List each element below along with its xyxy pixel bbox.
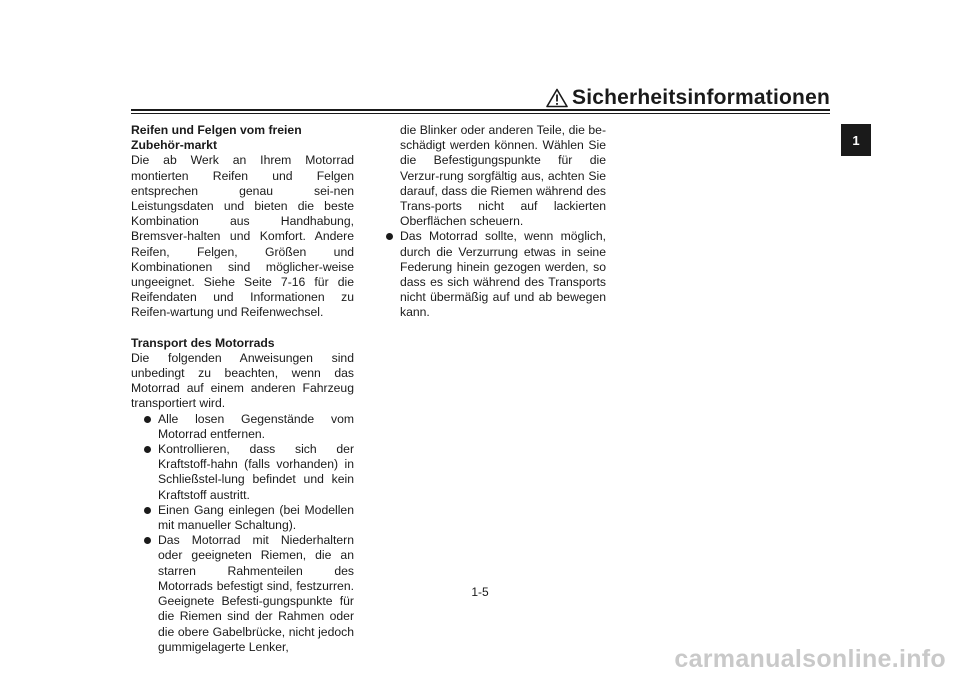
header-title-group [546,86,830,110]
bullet-icon [144,537,151,544]
list-item-text: Alle losen Gegenstände vom Motorrad entfernen. [158,411,354,441]
bullet-icon [144,416,151,423]
section-title-tires: Reifen und Felgen vom freien Zubehör-markt [131,123,302,153]
list-item [142,533,354,655]
list-item [142,503,354,533]
page-header [131,86,830,114]
list-item-text: Das Motorrad sollte, wenn möglich, durch die Verzurrung etwas in seine Federung hinein gezogen werden, so dass es sich während des Transports nicht übermäßig auf und ab bewegen kann. [400,229,606,320]
header-title: Sicherheitsinformationen [571,86,830,109]
list-item [142,412,354,442]
text-column-right [384,123,606,321]
header-rule-thin [131,113,830,114]
list-item-continuation: die Blinker oder anderen Teile, die be-schädigt werden können. Wählen Sie die Befestigungspunkte für die Verzur-rung sorgfältig aus, achten Sie darauf, dass die Riemen während des Trans-ports nicht auf lackierten Oberflächen scheuern. [400,123,606,229]
section-title-transport: Transport des Motorrads [131,335,275,350]
bullet-icon [144,446,151,453]
transport-bullet-list [131,412,354,655]
warning-triangle-icon [546,88,568,108]
list-item [142,442,354,503]
bullet-icon [386,233,393,240]
section-gap [131,321,354,336]
list-item-text: Das Motorrad mit Niederhaltern oder geeigneten Riemen, die an starren Rahmenteilen des Motorrads befestigt sind, festzurren. Geeignete Befesti-gungspunkte für die Riemen sind der Rahmen oder die obere Gabelbrücke, nicht jedoch gummigelagerte Lenker, [158,533,354,654]
text-column-left [131,123,354,655]
section-intro-transport: Die folgenden Anweisungen sind unbedingt zu beachten, wenn das Motorrad auf einem anderen Fahrzeug transportiert wird. [131,350,354,411]
header-rule-thick [131,109,830,111]
list-item-text: Einen Gang einlegen (bei Modellen mit manueller Schaltung). [158,502,354,533]
watermark-text: carmanualsonline.info [674,645,946,673]
chapter-tab: 1 [841,124,871,156]
transport-bullet-list-continued [384,229,606,320]
list-item [384,229,606,320]
bullet-icon [144,507,151,514]
list-item-text: Kontrollieren, dass sich der Kraftstoff-hahn (falls vorhanden) in Schließstel-lung befindet und kein Kraftstoff austritt. [158,442,354,502]
page-number: 1-5 [471,585,489,599]
section-body-tires: Die ab Werk an Ihrem Motorrad montierten Reifen und Felgen entsprechen genau sei-nen Leistungsdaten und bieten die beste Kombination aus Handhabung, Bremsver-halten und Komfort. Andere Reifen, Felgen, Größen und Kombinationen sind möglicher-weise ungeeignet. Siehe Seite 7-16 für die Reifendaten und Informationen zu Reifen-wartung und Reifenwechsel. [131,153,354,320]
